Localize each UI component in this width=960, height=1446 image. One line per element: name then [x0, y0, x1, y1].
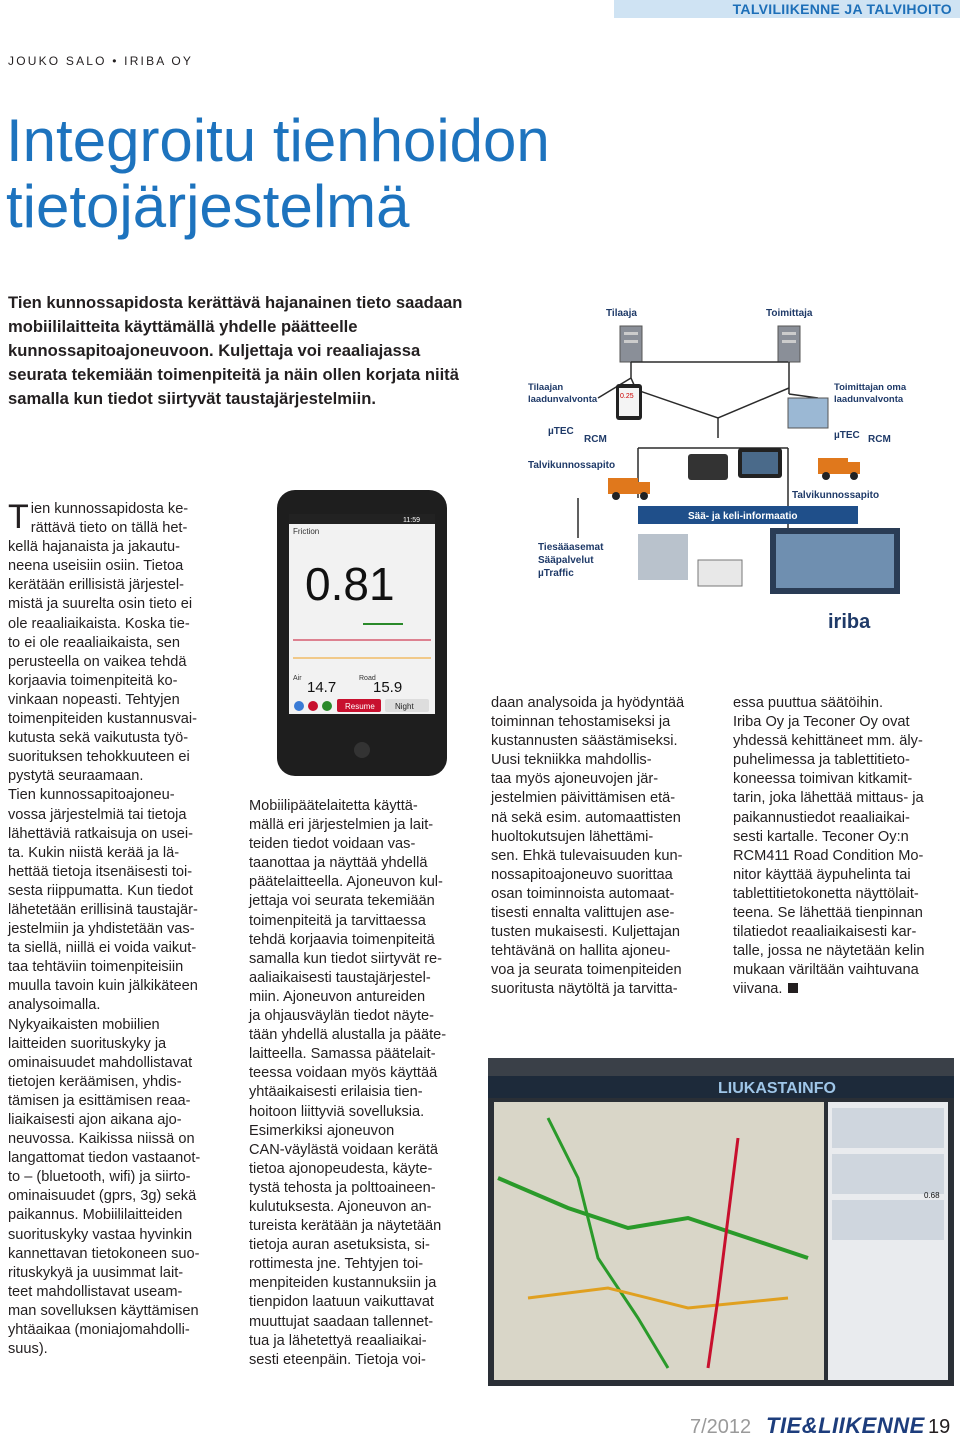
phone-night-button: Night [395, 702, 414, 711]
map-banner: LIUKASTAINFO [718, 1080, 836, 1097]
body-column-4 [733, 694, 955, 1000]
map-side-value: 0.68 [924, 1191, 940, 1200]
section-label: TALVILIIKENNE JA TALVIHOITO [732, 1, 952, 17]
body-column-2 [249, 797, 471, 1370]
issue-number: 7/2012 [690, 1416, 752, 1438]
server-icon [778, 326, 800, 362]
phone-photo [273, 488, 451, 778]
dropcap: T [8, 498, 29, 536]
label-toimittajan-laadunvalvonta: Toimittajan oma laadunvalvonta [834, 382, 907, 405]
phone-road-value: 15.9 [373, 679, 403, 696]
server-icon [620, 326, 642, 362]
column-1-text: ien kunnossapidosta ke- rättävä tieto on tällä het- kellä hajanaista ja jakautu- neena useisiin osiin. Tietoa kerätään erillisistä järjestel- mistä ja suurelta osin tieto ei ole reaaliaikaista. Koska tie- to ei ole reaaliaikaista, sen perusteella on vaikea tehdä korjaavia toimenpiteitä ko- vinkaan nopeasti. Tehtyjen toimenpiteiden kustannusvai- kutusta sekä vaikutusta työ- suorituksen tehokkuuteen ei pystytä seuraamaan. Tien kunnossapitoajoneu- vossa järjestelmiä tai tietoja lähettäviä ratkaisuja on usei- ta. Kukin niistä kerää ja lä- hettää tietoja itsenäisesti toi- sesta riippumatta. Kun tiedot lähetetään erillisinä taustajär- jestelmiin ja yhdistetään vas- ta siellä, niillä ei voida vaikut- taa tehtäviin toimenpiteisiin muulla tavoin kuin jälkikäteen analysoimalla. Nykyaikaisten mobiilien laitteiden suorituskyky ja ominaisuudet mahdollistavat tietojen keräämisen, yhdis- tämisen ja esittämisen reaa- liaikaisesti ajon aikana ajo- neuvossa. Kaikissa niissä on langattomat tiedon vastaanot- to – (bluetooth, wifi) ja siirto- ominaisuudet (gprs, 3g) sekä paikannus. Mobiililaitteiden suorituskyky vastaa hyvinkin kannettavan tietokoneen suo- rituskykyä ja uusimmat lait- teet mahdollistavat useam- man sovelluksen käyttämisen yhtäaikaa (moniajomahdolli- suus). [8, 501, 201, 1358]
phone-friction-label: Friction [293, 527, 320, 536]
label-talvikunnossapito-right: Talvikunnossapito [792, 490, 880, 501]
label-talvikunnossapito-left: Talvikunnossapito [528, 460, 616, 471]
article-title: Integroitu tienhoidon tietojärjestelmä [6, 107, 550, 240]
iriba-logo: iriba [828, 611, 871, 633]
page-number: 19 [928, 1416, 951, 1438]
label-saa-ja-keli: Sää- ja keli-informaatio [688, 511, 798, 522]
label-rcm-right: RCM [868, 434, 891, 445]
phone-status-time: 11:59 [403, 517, 420, 524]
map-screenshot [488, 1058, 954, 1386]
label-rcm-left: RCM [584, 434, 607, 445]
column-2-text: Mobiilipäätelaitetta käyttä- mällä eri järjestelmien ja lait- teiden tiedot voidaan vas- taanottaa ja näyttää yhdellä päätelaitteella. Ajoneuvon kul- jettaja voi seurata tekemiään toimenpiteitä ja tarvittaessa tehdä korjaavia toimenpiteitä samalla kun tiedot siirtyvät re- aaliaikaisesti taustajärjestel- miin. Ajoneuvon antureiden ja ohjausväylän tiedot näyte- tään yhdellä alustalla ja pääte- laitteella. Samassa päätelait- teessa voidaan myös käyttää yhtäaikaisesti erilaisia tien- hoitoon liittyviä sovelluksia. Esimerkiksi ajoneuvon CAN-väylästä voidaan kerätä tietoa ajonopeudesta, käyte- tystä tehosta ja polttoaineen- kulutuksesta. Ajoneuvon an- tureista kerätään ja näytetään tietoja auran asetuksista, si- rottimesta jne. Tehtyjen toi- menpiteiden kustannuksiin ja tienpidon laatuun vaikuttavat muuttujat saadaan tallennet- tua ja lähetettyä reaaliaikai- sesti eteenpäin. Tietoja voi- [249, 798, 447, 1368]
phone-air-value: 14.7 [307, 679, 337, 696]
phone-road-label: Road [359, 675, 376, 682]
phone-friction-value: 0.81 [305, 558, 395, 610]
label-tilaaja: Tilaaja [606, 308, 637, 319]
body-column-3 [491, 694, 713, 1000]
magazine-logo: TIE&LIIKENNE [766, 1413, 925, 1438]
byline: JOUKO SALO • IRIBA OY [8, 54, 194, 68]
label-utec-right: µTEC [834, 430, 860, 441]
end-mark [788, 983, 798, 993]
device-value: 0.25 [620, 393, 634, 400]
article-lead: Tien kunnossapidosta kerättävä hajanainen tieto saadaan mobiililaitteita käyttämällä yhdelle päätteelle kunnossapitoajoneuvoon. Kuljettaja voi reaaliajassa seurata tekemiään toimenpiteitä ja näin ollen korjata niitä samalla kun tiedot siirtyvät taustajärjestelmiin. [8, 293, 463, 408]
body-column-1 [8, 500, 230, 1359]
label-tiesaa-services: Tiesääasemat Sääpalvelut µTraffic [538, 542, 604, 579]
phone-resume-button: Resume [345, 702, 375, 711]
column-4-text: essa puuttua säätöihin. Iriba Oy ja Teconer Oy ovat yhdessä kehittäneet mm. äly- puhelimessa ja tablettitieto- koneessa toimivan kitkamit- tarin, joka lähettää mittaus- ja paikannustiedot reaaliaikai- sesti kartalle. Teconer Oy:n RCM411 Road Condition Mo- nitor käyttää äypuhelinta tai tablettitietokonetta näyttölait- teena. Se lähettää tienpinnan tilatiedot reaaliaikaisesti kar- talle, jossa ne näytetään kelin mukaan väriltään vaihtuvana viivana. [733, 695, 925, 998]
system-diagram [488, 298, 954, 638]
label-toimittaja: Toimittaja [766, 308, 813, 319]
label-tilaajan-laadunvalvonta: Tilaajan laadunvalvonta [528, 382, 598, 405]
phone-air-label: Air [293, 675, 302, 682]
column-3-text: daan analysoida ja hyödyntää toiminnan tehostamiseksi ja kustannusten säästämiseksi. Uusi tekniikka mahdollis- taa myös ajoneuvojen jär- jestelmien päivittämisen etä- nä sekä esim. automaattisten huoltokutsujen lähettämi- sen. Ehkä tulevaisuuden kun- nossapitoajoneuvo suorittaa osan toiminnoista automaat- tisesti ennalta valittujen ase- tusten mukaisesti. Kuljettajan tehtävänä on hallita ajoneu- voa ja seurata toimenpiteiden suoritusta näytöltä ja tarvitta- [491, 695, 685, 998]
label-utec-left: µTEC [548, 426, 574, 437]
